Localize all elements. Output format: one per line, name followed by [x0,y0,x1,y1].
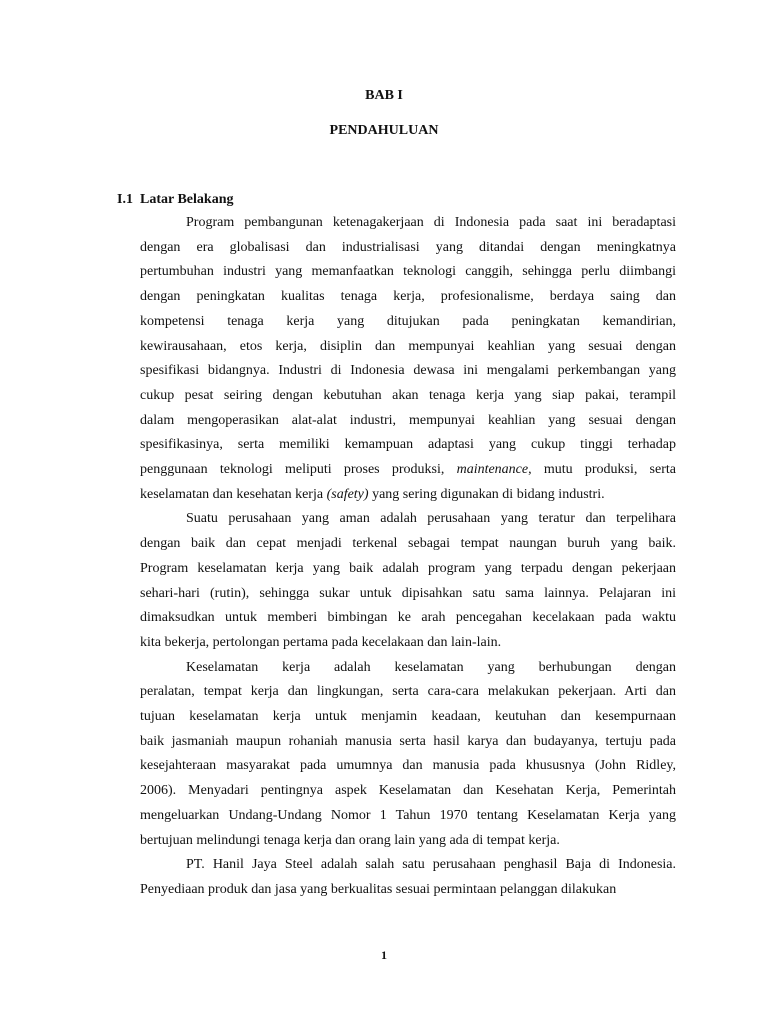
text-line: kewirausahaan, etos kerja, disiplin dan mempunyai keahlian yang sesuai dengan [140,338,676,354]
text-line: cukup pesat seiring dengan kebutuhan akan tenaga kerja yang siap pakai, terampil [140,387,676,403]
chapter-heading: BAB I [365,88,403,103]
text-line: pertumbuhan industri yang memanfaatkan teknologi canggih, sehingga perlu diimbangi [140,264,676,280]
text-line: bertujuan melindungi tenaga kerja dan orang lain yang ada di tempat kerja. [140,832,560,848]
text-line: dengan era globalisasi dan industrialisasi yang ditandai dengan meningkatnya [140,239,676,255]
text-line: dengan baik dan cepat menjadi terkenal sebagai tempat naungan buruh yang baik. [140,536,676,552]
text-line: Penyediaan produk dan jasa yang berkualitas sesuai permintaan pelanggan dilakukan [140,881,617,897]
text-line: dengan peningkatan kualitas tenaga kerja, profesionalisme, berdaya saing dan [140,289,676,305]
text-line: 2006). Menyadari pentingnya aspek Keselamatan dan Kesehatan Kerja, Pemerintah [140,783,676,799]
text-line: dalam mengoperasikan alat-alat industri, mempunyai keahlian yang sesuai dengan [140,412,676,428]
text-line: spesifikasi bidangnya. Industri di Indonesia dewasa ini mengalami perkembangan yang [140,363,676,379]
section-title: Latar Belakang [140,192,234,207]
text-line: sehari-hari (rutin), sehingga sukar untuk dipisahkan satu sama lainnya. Pelajaran ini [140,585,676,601]
text-line: Program keselamatan kerja yang baik adalah program yang terpadu dengan pekerjaan [140,560,676,576]
text-line: mengeluarkan Undang-Undang Nomor 1 Tahun 1970 tentang Keselamatan Kerja yang [140,807,676,823]
text-line: peralatan, tempat kerja dan lingkungan, serta cara-cara melakukan pekerjaan. Arti dan [140,684,676,700]
section-number: I.1 [117,192,133,207]
text-line: baik jasmaniah maupun rohaniah manusia serta hasil karya dan budayanya, tertuju pada [140,733,676,749]
text-line: PT. Hanil Jaya Steel adalah salah satu perusahaan penghasil Baja di Indonesia. [186,857,676,873]
chapter-title: PENDAHULUAN [329,123,439,138]
text-line: keselamatan dan kesehatan kerja (safety) yang sering digunakan di bidang industri. [140,486,605,502]
text-line: tujuan keselamatan kerja untuk menjamin keadaan, keutuhan dan kesempurnaan [140,709,676,724]
text-line: spesifikasinya, serta memiliki kemampuan adaptasi yang cukup tinggi terhadap [140,437,676,453]
text-line: Suatu perusahaan yang aman adalah perusahaan yang teratur dan terpelihara [186,511,676,527]
text-line: Program pembangunan ketenagakerjaan di Indonesia pada saat ini beradaptasi [186,215,676,230]
text-line: dimaksudkan untuk memberi bimbingan ke arah pencegahan kecelakaan pada waktu [140,610,676,626]
page-number: 1 [381,948,387,962]
text-line: kesejahteraan masyarakat pada umumnya dan manusia pada khususnya (John Ridley, [140,758,676,774]
text-line: penggunaan teknologi meliputi proses produksi, maintenance, mutu produksi, serta [140,462,676,477]
text-line: kompetensi tenaga kerja yang ditujukan pada peningkatan kemandirian, [140,313,676,329]
text-line: kita bekerja, pertolongan pertama pada kecelakaan dan lain-lain. [140,634,502,650]
text-line: Keselamatan kerja adalah keselamatan yang berhubungan dengan [186,659,676,675]
